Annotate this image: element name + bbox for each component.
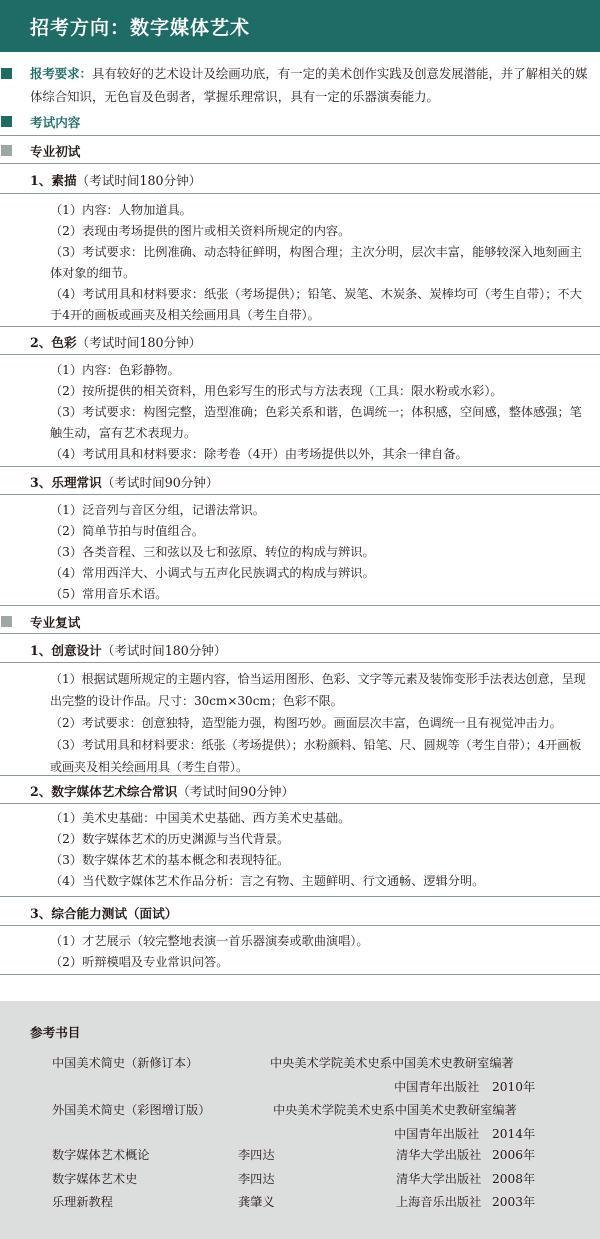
list-item: （2）按所提供的相关资料，用色彩写生的形式与方法表现（工具：限水粉或水彩）。: [50, 384, 503, 398]
divider: [0, 925, 600, 926]
list-item: （1）内容：色彩静物。: [50, 363, 180, 377]
divider: [0, 326, 600, 327]
divider: [0, 135, 600, 136]
book-title: 乐理新教程: [52, 1195, 113, 1209]
exam-content-title: 考试内容: [30, 115, 81, 130]
subhead-time: （考试时间90分钟）: [101, 475, 219, 490]
book-author: 龚肇义: [238, 1195, 275, 1209]
divider: [0, 354, 600, 355]
list-item: （3）考试要求：比例准确、动态特征鲜明，构图合理；主次分明，层次丰富，能够较深入地刻画主体对象的细节。: [50, 245, 582, 280]
list-item: （3）各类音程、三和弦以及七和弦原、转位的构成与辨识。: [50, 545, 375, 559]
book-author: 中央美术学院美术史系中国美术史教研室编著: [273, 1103, 517, 1117]
sketch-items: [50, 200, 590, 326]
subhead-time: （考试时间90分钟）: [177, 784, 295, 799]
book-title: 数字媒体艺术概论: [52, 1148, 150, 1162]
list-item: （4）考试用具和材料要求：纸张（考场提供）；铅笔、炭笔、木炭条、炭棒均可（考生自带）；不大于4开的画板或画夹及相关绘画用具（考生自带）。: [50, 287, 582, 322]
book-publisher: 清华大学出版社: [396, 1148, 482, 1162]
list-item: （4）常用西洋大、小调式与五声化民族调式的构成与辨识。: [50, 566, 375, 580]
list-item: （3）数字媒体艺术的基本概念和表现特征。: [50, 853, 290, 867]
list-item: （5）常用音乐术语。: [50, 587, 168, 601]
subhead-comprehensive-test: [30, 903, 177, 922]
list-item: （1）美术史基础：中国美术史基础、西方美术史基础。: [50, 811, 351, 825]
section-marker: [1, 116, 12, 127]
list-item: （3）考试用具和材料要求：纸张（考场提供）；水粉颜料、铅笔、尺、圆规等（考生自带）；4开画板或画夹及相关绘画用具（考生自带）。: [50, 738, 582, 774]
subhead-name: 3、乐理常识: [30, 475, 102, 490]
book-author: 李四达: [238, 1172, 275, 1186]
list-item: （1）泛音列与音区分组，记谱法常识。: [50, 503, 265, 517]
section-marker: [1, 145, 12, 156]
book-publisher: 清华大学出版社: [396, 1172, 482, 1186]
comprehensive-test-items: [50, 931, 590, 973]
divider: [0, 466, 600, 467]
divider: [0, 896, 600, 897]
music-theory-items: [50, 500, 590, 605]
section-marker: [1, 616, 12, 627]
book-publisher: 中国青年出版社: [394, 1080, 480, 1094]
subhead-name: 1、创意设计: [30, 643, 102, 658]
subhead-name: 2、色彩: [30, 335, 77, 350]
book-year: 2008年: [492, 1172, 536, 1186]
divider: [0, 633, 600, 634]
divider: [0, 494, 600, 495]
subhead-color: [30, 332, 201, 351]
book-publisher: 上海音乐出版社: [396, 1195, 482, 1209]
divider: [0, 662, 600, 663]
subhead-sketch: [30, 170, 201, 189]
requirements-paragraph: [30, 62, 590, 108]
book-year: 2006年: [492, 1148, 536, 1162]
prelim-title: 专业初试: [30, 144, 81, 159]
divider: [0, 193, 600, 194]
retest-title: 专业复试: [30, 615, 81, 630]
book-publisher: 中国青年出版社: [394, 1127, 480, 1141]
section-marker: [1, 68, 12, 79]
book-author: 李四达: [238, 1148, 275, 1162]
color-items: [50, 360, 590, 465]
references-title: 参考书目: [30, 1025, 81, 1040]
divider: [0, 775, 600, 776]
book-title: 数字媒体艺术史: [52, 1172, 138, 1186]
digital-media-knowledge-items: [50, 808, 590, 892]
subhead-time: （考试时间180分钟）: [76, 173, 202, 188]
requirements-label: 报考要求：: [30, 66, 92, 81]
book-year: 2003年: [492, 1195, 536, 1209]
subhead-time: （考试时间180分钟）: [76, 335, 202, 350]
list-item: （2）表现由考场提供的图片或相关资料所规定的内容。: [50, 224, 351, 238]
list-item: （2）听辩模唱及专业常识问答。: [50, 955, 229, 969]
divider: [0, 803, 600, 804]
divider: [0, 974, 600, 975]
subhead-digital-media-knowledge: [30, 781, 294, 800]
list-item: （2）数字媒体艺术的历史渊源与当代背景。: [50, 832, 290, 846]
book-year: 2014年: [492, 1127, 536, 1141]
book-year: 2010年: [492, 1080, 536, 1094]
divider: [0, 163, 600, 164]
list-item: （2）考试要求：创意独特，造型能力强，构图巧妙。画面层次丰富，色调统一且有视觉冲击力。: [50, 716, 562, 730]
list-item: （2）简单节拍与时值组合。: [50, 524, 205, 538]
page-title: 招考方向：数字媒体艺术: [30, 17, 251, 39]
book-title: 外国美术简史（彩图增订版）: [52, 1103, 211, 1117]
list-item: （1）根据试题所规定的主题内容，恰当运用图形、色彩、文字等元素及装饰变形手法表达创意，呈现出完整的设计作品。尺寸：30cm×30cm；色彩不限。: [50, 672, 586, 708]
list-item: （1）内容：人物加道具。: [50, 203, 192, 217]
header-bar: [0, 0, 600, 52]
subhead-music-theory: [30, 472, 219, 491]
book-title: 中国美术简史（新修订本）: [52, 1056, 199, 1070]
creative-design-items: [50, 668, 590, 778]
subhead-creative-design: [30, 640, 227, 659]
list-item: （4）考试用具和材料要求：除考卷（4开）由考场提供以外，其余一律自备。: [50, 447, 468, 461]
subhead-time: （考试时间180分钟）: [101, 643, 227, 658]
list-item: （1）才艺展示（较完整地表演一首乐器演奏或歌曲演唱）。: [50, 934, 369, 948]
divider: [0, 605, 600, 606]
book-author: 中央美术学院美术史系中国美术史教研室编著: [270, 1056, 514, 1070]
requirements-text: 具有较好的艺术设计及绘画功底，有一定的美术创作实践及创意发展潜能，并了解相关的媒体综合知识，无色盲及色弱者，掌握乐理常识，具有一定的乐器演奏能力。: [30, 66, 588, 104]
list-item: （3）考试要求：构图完整，造型准确；色彩关系和谐，色调统一；体积感，空间感，整体感强；笔触生动，富有艺术表现力。: [50, 405, 582, 440]
subhead-name: 1、素描: [30, 173, 77, 188]
subhead-name: 2、数字媒体艺术综合常识: [30, 784, 178, 799]
subhead-name: 3、综合能力测试（面试）: [30, 906, 178, 921]
list-item: （4）当代数字媒体艺术作品分析：言之有物、主题鲜明、行文通畅、逻辑分明。: [50, 874, 485, 888]
references-panel: [0, 1001, 600, 1239]
